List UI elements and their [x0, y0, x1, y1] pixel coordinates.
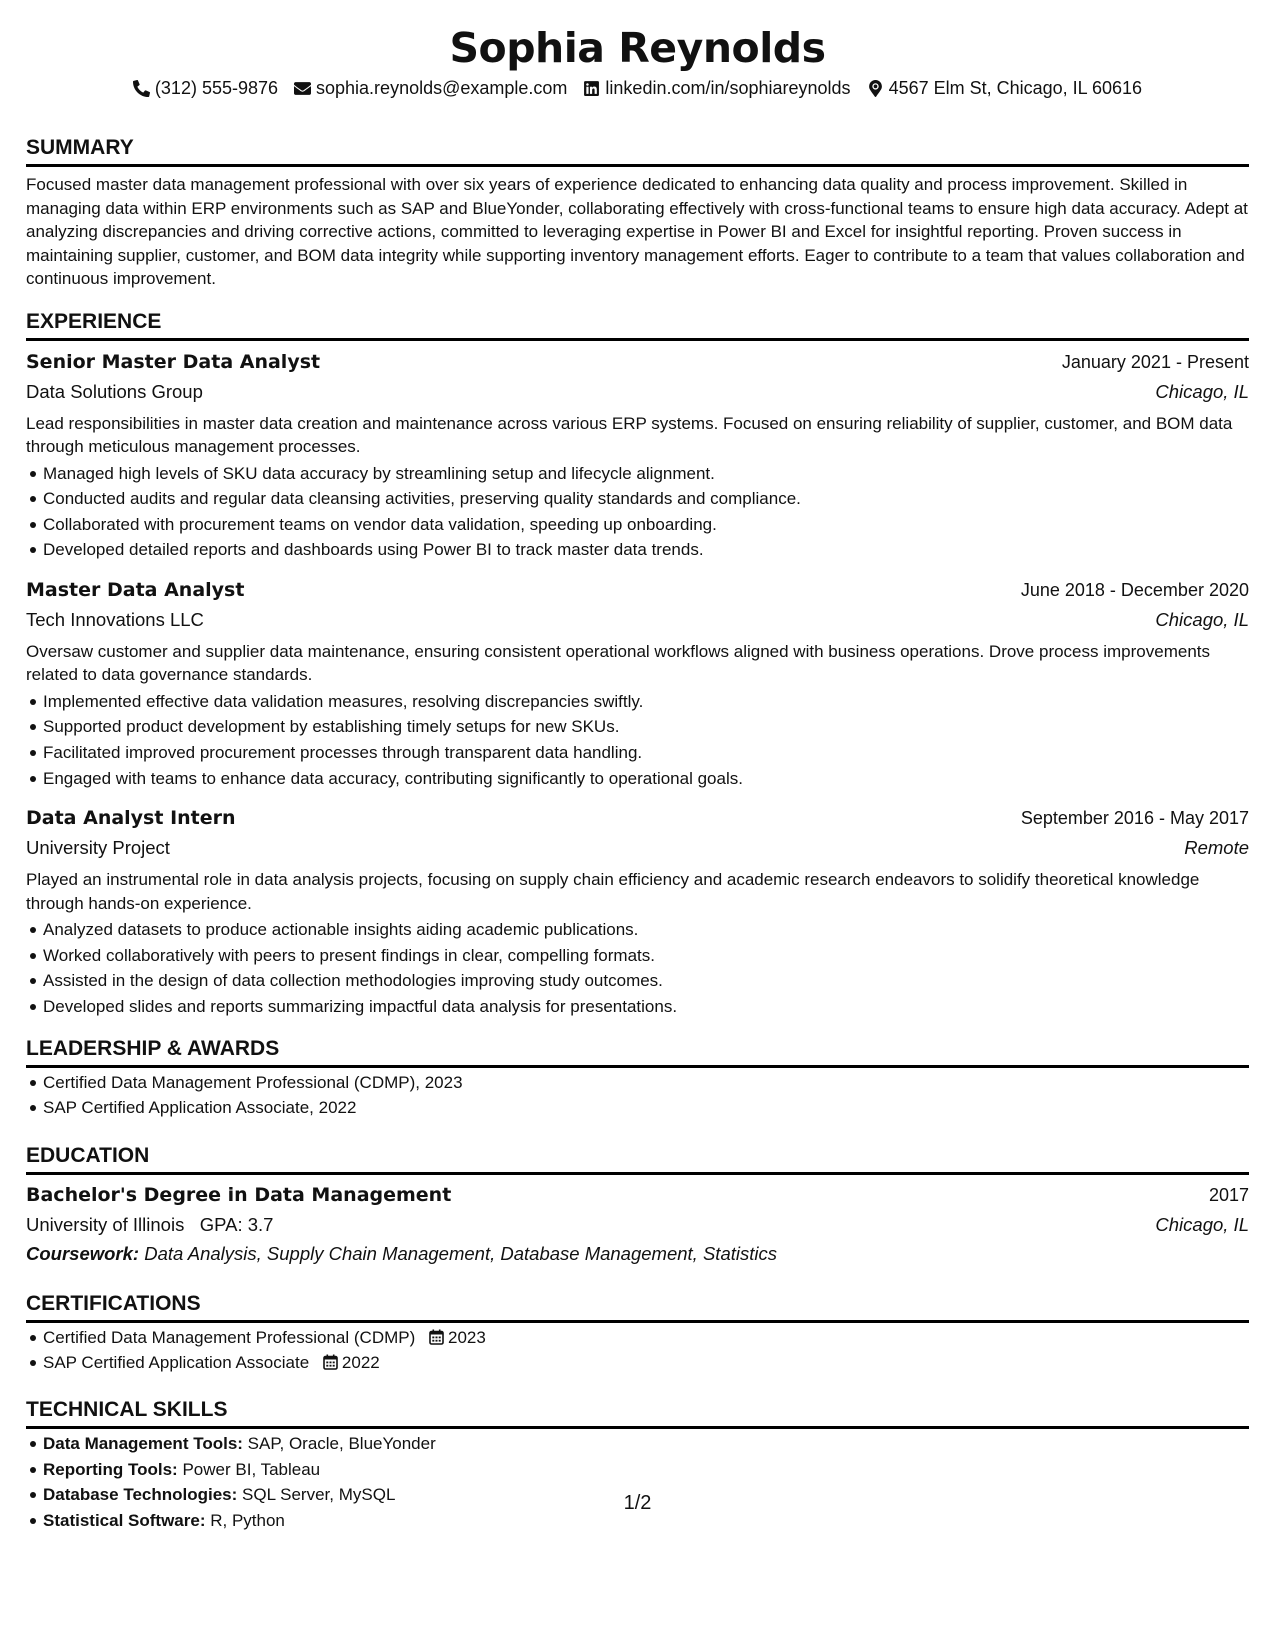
- job-dates: September 2016 - May 2017: [1020, 808, 1249, 829]
- section-title-leadership: LEADERSHIP & AWARDS: [26, 1035, 1249, 1068]
- school-line: [26, 1210, 273, 1240]
- contact-bar: [26, 76, 1249, 100]
- job-title: Data Analyst Intern: [26, 807, 236, 830]
- list-item: Developed slides and reports summarizing impactful data analysis for presentations.: [43, 994, 1249, 1020]
- gpa: GPA: 3.7: [199, 1213, 274, 1235]
- graduation-year: 2017: [1208, 1184, 1249, 1205]
- job-location: Chicago, IL: [1155, 380, 1249, 402]
- skill-label: Database Technologies:: [43, 1485, 238, 1505]
- leadership-section: [26, 1035, 1249, 1121]
- list-item: Facilitated improved procurement processes through transparent data handling.: [43, 740, 1249, 766]
- envelope-icon: [294, 80, 311, 97]
- list-item: [43, 1457, 1249, 1483]
- job-description: Lead responsibilities in master data creation and maintenance across various ERP systems. Focused on ensuring reliability of supplier, customer, and BOM data through meticulous management processes.: [26, 413, 1233, 456]
- job-description: Oversaw customer and supplier data maintenance, ensuring consistent operational workflows aligned with business operations. Drove process improvements related to data governance standards.: [26, 641, 1210, 685]
- list-item: Managed high levels of SKU data accuracy by streamlining setup and lifecycle alignment.: [43, 461, 1249, 487]
- summary-section: [26, 134, 1249, 291]
- skill-value: SAP, Oracle, BlueYonder: [247, 1434, 436, 1453]
- email-text: sophia.reynolds@example.com: [316, 78, 568, 98]
- section-title-skills: TECHNICAL SKILLS: [26, 1396, 1249, 1429]
- job-entry: [26, 803, 1249, 1019]
- section-title-education: EDUCATION: [26, 1142, 1249, 1175]
- skill-value: R, Python: [210, 1510, 285, 1530]
- list-item: SAP Certified Application Associate, 2022: [43, 1095, 1249, 1121]
- coursework-label: Coursework:: [26, 1242, 140, 1264]
- skill-label: Reporting Tools:: [43, 1459, 178, 1479]
- list-item: Certified Data Management Professional (CDMP), 2023: [43, 1070, 1249, 1096]
- coursework: [26, 1240, 1249, 1268]
- calendar-icon: [323, 1354, 338, 1370]
- job-description: Played an instrumental role in data analysis projects, focusing on supply chain efficiency and academic research endeavors to solidify theoretical knowledge through hands-on experience.: [26, 870, 1200, 913]
- candidate-name: Sophia Reynolds: [449, 24, 826, 72]
- list-item: Collaborated with procurement teams on vendor data validation, speeding up onboarding.: [43, 512, 1249, 538]
- job-bullets: [26, 917, 1249, 1019]
- job-company: University Project: [26, 837, 170, 859]
- school-name: University of Illinois: [26, 1213, 185, 1235]
- section-title-experience: EXPERIENCE: [26, 308, 1249, 341]
- skill-value: Power BI, Tableau: [182, 1459, 321, 1479]
- section-title-certifications: CERTIFICATIONS: [26, 1290, 1249, 1323]
- degree-title: Bachelor's Degree in Data Management: [26, 1183, 452, 1206]
- list-item: Engaged with teams to enhance data accuracy, contributing significantly to operational goals.: [43, 766, 1249, 792]
- linkedin-text: linkedin.com/in/sophiareynolds: [605, 78, 851, 98]
- list-item: Analyzed datasets to produce actionable insights aiding academic publications.: [43, 917, 1249, 943]
- job-location: Remote: [1184, 837, 1249, 859]
- job-title: Senior Master Data Analyst: [26, 350, 321, 373]
- linkedin-icon: [583, 80, 600, 97]
- job-bullets: [26, 461, 1249, 563]
- page-number: 1/2: [623, 1492, 652, 1514]
- section-title-summary: SUMMARY: [26, 134, 1249, 167]
- skill-label: Data Management Tools:: [43, 1434, 243, 1453]
- list-item: Implemented effective data validation measures, resolving discrepancies swiftly.: [43, 689, 1249, 715]
- list-item: [43, 1431, 1249, 1457]
- calendar-icon: [429, 1329, 444, 1345]
- experience-section: [26, 308, 1249, 1020]
- job-dates: January 2021 - Present: [1061, 351, 1249, 372]
- list-item: Developed detailed reports and dashboards using Power BI to track master data trends.: [43, 537, 1249, 563]
- skills-list: [26, 1431, 1249, 1533]
- summary-text: Focused master data management professional with over six years of experience dedicated to enhancing data quality and process improvement. Skilled in managing data within ERP environments such as SAP and BlueYonder, collaborating effectively with cross-functional teams to ensure high data accuracy. Adept at analyzing discrepancies and driving corrective actions, committed to leveraging expertise in Power BI and Excel for insightful reporting. Proven success in maintaining supplier, customer, and BOM data integrity while supporting inventory management efforts. Eager to contribute to a team that values collaboration and continuous improvement.: [26, 175, 1248, 288]
- contact-address: [867, 76, 1143, 100]
- certification-year: 2023: [448, 1327, 486, 1347]
- resume-page: [26, 20, 1249, 1533]
- certification-year: 2022: [341, 1353, 380, 1373]
- list-item: Supported product development by establishing timely setups for new SKUs.: [43, 714, 1249, 740]
- contact-linkedin[interactable]: [583, 76, 850, 100]
- awards-list: [26, 1070, 1249, 1121]
- job-bullets: [26, 689, 1249, 791]
- resume-header: [26, 20, 1249, 100]
- education-section: [26, 1142, 1249, 1268]
- job-entry: [26, 347, 1249, 563]
- job-title: Master Data Analyst: [26, 578, 245, 601]
- contact-email[interactable]: [294, 76, 567, 100]
- job-location: Chicago, IL: [1155, 608, 1249, 630]
- list-item: Conducted audits and regular data cleansing activities, preserving quality standards and compliance.: [43, 486, 1249, 512]
- job-entry: [26, 575, 1249, 791]
- map-pin-icon: [867, 80, 884, 97]
- education-entry: [26, 1180, 1249, 1268]
- address-text: 4567 Elm St, Chicago, IL 60616: [888, 78, 1143, 98]
- coursework-list: Data Analysis, Supply Chain Management, Database Management, Statistics: [144, 1242, 777, 1264]
- list-item: [43, 1350, 1249, 1376]
- certifications-section: [26, 1290, 1249, 1376]
- certifications-list: [26, 1325, 1249, 1376]
- certification-name: SAP Certified Application Associate: [43, 1353, 310, 1373]
- list-item: Worked collaboratively with peers to present findings in clear, compelling formats.: [43, 943, 1249, 969]
- phone-text: (312) 555-9876: [154, 78, 279, 98]
- list-item: Assisted in the design of data collection methodologies improving study outcomes.: [43, 968, 1249, 994]
- skill-label: Statistical Software:: [43, 1510, 206, 1530]
- certification-name: Certified Data Management Professional (CDMP): [43, 1327, 416, 1347]
- contact-phone: [133, 76, 278, 100]
- job-company: Data Solutions Group: [26, 380, 203, 402]
- job-company: Tech Innovations LLC: [26, 608, 204, 630]
- phone-icon: [133, 80, 150, 97]
- school-location: Chicago, IL: [1155, 1213, 1249, 1235]
- job-dates: June 2018 - December 2020: [1020, 579, 1249, 600]
- skill-value: SQL Server, MySQL: [242, 1485, 396, 1505]
- list-item: [43, 1325, 1249, 1351]
